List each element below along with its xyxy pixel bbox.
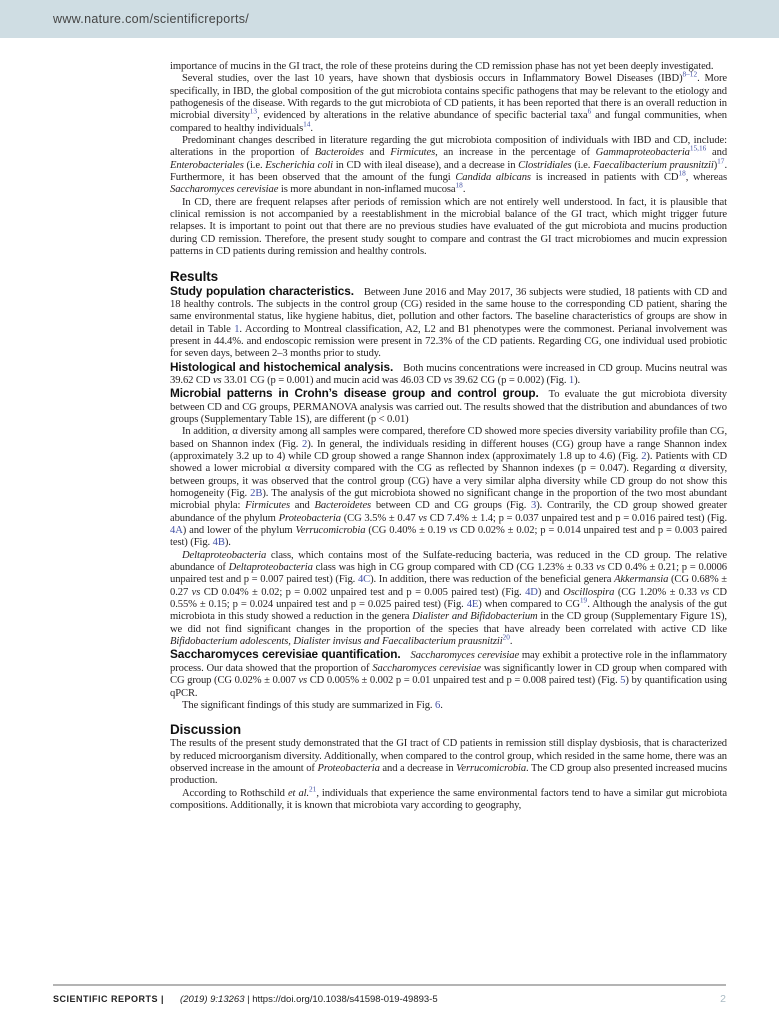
- reference-link[interactable]: 14: [303, 119, 311, 129]
- paragraph-text: Both mucins concentrations were increased in CD group. Mucins neutral was 39.62 CD vs 33.01 CG (p = 0.001) and mucin acid was 46.03 CD vs 39.62 CG (p = 0.002) (Fig. 1).: [170, 362, 727, 386]
- paragraph-text: Between June 2016 and May 2017, 36 subjects were studied, 18 patients with CD and 18 healthy controls. The subjects in the control group (CG) resided in the same house to the corresponding CD patient, sharing the same environmental status, like hygiene habitus, diet, pollution and other factors. The baseline characteristics of groups are show in detail in Table 1. According to Montreal classification, A2, L2 and B1 phenotypes were the commonest. Perianal involvement was present in 44.4%. and endoscopic remission were present in 72.3% of the CD patients. Regarding CG, one individual used probiotic for seven days, between 2–3 months prior to study.: [170, 286, 728, 360]
- italic-text: Bifidobacterium adolescents, Dialister invisus and Faecalibacterium prausnitzii: [170, 636, 503, 648]
- reference-link[interactable]: 21: [309, 784, 317, 794]
- figure-link[interactable]: 4B: [212, 537, 225, 549]
- reference-link[interactable]: 18: [678, 168, 686, 178]
- italic-text: Deltaproteobacteria: [182, 549, 267, 561]
- reference-link[interactable]: 6: [587, 106, 592, 116]
- italic-text: Escherichia coli: [265, 159, 333, 171]
- italic-text: Verrucomicrobia: [295, 525, 366, 537]
- page-footer: [53, 993, 726, 1005]
- italic-text: Proteobacteria: [317, 762, 380, 774]
- figure-link[interactable]: 4C: [357, 574, 371, 586]
- italic-text: Faecalibacterium prausnitzii: [593, 159, 714, 171]
- reference-link[interactable]: 18: [455, 180, 463, 190]
- reference-link[interactable]: 17: [717, 156, 725, 166]
- italic-text: Firmicutes: [245, 500, 290, 512]
- italic-text: Akkermansia: [614, 574, 669, 586]
- italic-text: Saccharomyces cerevisiae: [170, 184, 279, 196]
- paragraph: The results of the present study demonstrated that the GI tract of CD patients in remission still display dysbiosis, that is characterized by reduced microorganism diversity. Additionally, when compared to the control group, which resided in the same home, there was an observed increase in the amount of Proteobacteria and a decrease in Verrucomicrobia. The CD group also presented increased mucins production.: [170, 738, 727, 787]
- italic-text: vs: [700, 586, 709, 598]
- paragraph: Predominant changes described in literature regarding the gut microbiota composition of individuals with IBD and CD, include: alterations in the proportion of Bacteroides and Firmicutes, an increase in the percentage of Gammaproteobacteria$^{15,16}$ and Enterobacteriales (i.e. Escherichia coli in CD with ileal disease), and a decrease in Clostridiales (i.e. Faecalibacterium prausnitzii)$^{17}$. Furthermore, it has been observed that the amount of the fungi Candida albicans is increased in patients with CD$^{18}$, whereas Saccharomyces cerevisiae is more abundant in non-inflamed mucosa$^{18}$.: [170, 135, 728, 196]
- figure-link[interactable]: 3: [531, 500, 537, 512]
- section-heading-discussion: Discussion: [170, 722, 242, 738]
- reference-link[interactable]: 13: [249, 106, 258, 116]
- journal-url: www.nature.com/scientificreports/: [53, 12, 250, 26]
- figure-link[interactable]: 2: [302, 438, 308, 450]
- reference-link[interactable]: 19: [579, 595, 588, 605]
- italic-text: vs: [298, 675, 308, 687]
- paragraph: [170, 648, 727, 699]
- journal-header-band: [0, 0, 779, 38]
- italic-text: vs: [443, 374, 453, 386]
- italic-text: Saccharomyces cerevisiae: [410, 650, 520, 662]
- article-body: [170, 61, 727, 812]
- citation-separator: |: [244, 994, 253, 1005]
- italic-text: Saccharomyces cerevisiae: [372, 662, 481, 674]
- italic-text: Clostridiales: [518, 159, 572, 171]
- paragraph: The significant findings of this study are summarized in Fig. 6.: [182, 699, 443, 711]
- figure-link[interactable]: 4D: [525, 586, 538, 598]
- paragraph: [170, 361, 727, 388]
- italic-text: Enterobacteriales: [170, 159, 244, 171]
- paragraph: According to Rothschild et al.$^{21}$, individuals that experience the same environmental factors tend to have a similar gut microbiota compositions. Additionally, it is known that microbiota vary according to geography,: [170, 784, 727, 811]
- italic-text: Dialister and Bifidobacterium: [412, 611, 538, 623]
- italic-text: vs: [596, 562, 605, 574]
- italic-text: vs: [191, 586, 201, 598]
- paragraph: In CD, there are frequent relapses after periods of remission which are not entirely well understood. In fact, it is plausible that clinical remission is not accompanied by a reestablishment in the microbial balance of the GI tract, which might trigger future relapses. It is important to point out that there are no previous studies have evaluated of the gut microbiota and mucins production during CD remission. Therefore, the present study sought to compare and contrast the GI tract microbiomes and mucin expression patterns in CD patients during remission and healthy controls.: [170, 196, 727, 258]
- italic-text: Proteobacteria: [278, 512, 341, 524]
- paragraph-text: To evaluate the gut microbiota diversity between CD and CG groups, PERMANOVA analysis was carried out. The results showed that the distribution and abundances of two groups (Supplementary Table 1S), are different (p < 0.01): [170, 389, 727, 425]
- doi-link[interactable]: https://doi.org/10.1038/s41598-019-49893-5: [252, 994, 438, 1005]
- italic-text: Bacteroides: [314, 147, 364, 159]
- paragraph: importance of mucins in the GI tract, the role of these proteins during the CD remission phase has not yet been deeply investigated.: [170, 61, 714, 72]
- italic-text: vs: [212, 374, 222, 386]
- figure-link[interactable]: 5: [620, 675, 626, 687]
- paragraph: [170, 285, 727, 361]
- italic-text: et al.: [287, 787, 310, 799]
- italic-text: vs: [448, 525, 458, 537]
- italic-text: Oscillospira: [563, 586, 615, 598]
- section-heading-results: Results: [170, 268, 219, 284]
- italic-text: Firmicutes: [390, 147, 436, 159]
- paragraph: [170, 387, 727, 426]
- paragraph: Deltaproteobacteria class, which contains most of the Sulfate-reducing bacteria, was reduced in the CD group. The relative abundance of Deltaproteobacteria class was high in CG group compared with CD (CG 1.23% ± 0.33 vs CD 0.4% ± 0.21; p = 0.0006 unpaired test and p = 0.007 paired test) (Fig. 4C). In addition, there was reduction of the beneficial genera Akkermansia (CG 0.68% ± 0.27 vs CD 0.04% ± 0.02; p = 0.002 unpaired test and p = 0.005 paired test) (Fig. 4D) and Oscillospira (CG 1.20% ± 0.33 vs CD 0.55% ± 0.15; p = 0.024 unpaired test and p = 0.025 paired test) (Fig. 4E) when compared to CG$^{19}$. Although the analysis of the gut microbiota in this study showed a reduction in the genera Dialister and Bifidobacterium in the CD group (Supplementary Figure 1S), we did not find significant changes in the proportion of the species that have already been correlated with active CD like Bifidobacterium adolescents, Dialister invisus and Faecalibacterium prausnitzii$^{20}$.: [170, 549, 727, 648]
- italic-text: Gammaproteobacteria: [595, 147, 690, 159]
- italic-text: Bacteroidetes: [314, 500, 372, 512]
- italic-text: Deltaproteobacteria: [228, 562, 313, 574]
- subsection-heading-histological: Histological and histochemical analysis.: [170, 359, 394, 374]
- figure-link[interactable]: 4A: [170, 525, 183, 537]
- italic-text: Candida albicans: [455, 172, 531, 184]
- figure-link[interactable]: 2: [641, 450, 647, 462]
- page-number: 2: [720, 993, 726, 1005]
- citation-volume: (2019) 9:13263: [180, 994, 245, 1005]
- paragraph: Several studies, over the last 10 years, have shown that dysbiosis occurs in Inflammatory Bowel Diseases (IBD)$^{8-12}$. More specifically, in IBD, the global composition of the gut microbiota contains specific pathogens that may be relevant to the etiology and pathogenesis of the disease. With regards to the gut microbiota of CD patients, it has been reported that there is an overall reduction in microbial diversity$^{13}$, evidenced by alterations in the relative abundance of specific bacterial taxa$^6$ and fungal communities, when compared to healthy individuals$^{14}$.: [170, 69, 727, 134]
- figure-link[interactable]: 2B: [250, 488, 263, 499]
- figure-link[interactable]: 1: [234, 323, 240, 335]
- subsection-heading-microbial-patterns: Microbial patterns in Crohn’s disease group and control group.: [170, 386, 539, 401]
- figure-link[interactable]: 6: [435, 699, 441, 711]
- italic-text: vs: [418, 512, 427, 524]
- reference-link[interactable]: 15,16: [689, 143, 707, 153]
- subsection-heading-study-population: Study population characteristics.: [170, 283, 354, 298]
- subsection-heading-saccharomyces: Saccharomyces cerevisiae quantification.: [170, 647, 401, 662]
- figure-link[interactable]: 4E: [466, 599, 479, 611]
- italic-text: Verrucomicrobia: [456, 762, 527, 774]
- journal-name: SCIENTIFIC REPORTS |: [53, 994, 165, 1004]
- reference-link[interactable]: 20: [502, 632, 510, 642]
- reference-link[interactable]: 8–12: [682, 69, 698, 79]
- footer-divider: [53, 984, 726, 986]
- paragraph-text: Saccharomyces cerevisiae may exhibit a protective role in the inflammatory process. Our data showed that the proportion of Saccharomyces cerevisiae was significantly lower in CD group when compared with CG group (CG 0.02% ± 0.007 vs CD 0.005% ± 0.002 p = 0.01 unpaired test and p = 0.008 paired test) (Fig. 5) by quantification using qPCR.: [170, 650, 728, 699]
- citation: [180, 994, 438, 1005]
- paragraph: In addition, α diversity among all samples were compared, therefore CD showed more species diversity variability profile than CG, based on Shannon index (Fig. 2). In general, the individuals residing in different houses (CG) group have a range Shannon index (approximately 3.2 up to 4) while CD group showed a range Shannon index (approximately 1.8 up to 4.6) (Fig. 2). Patients with CD showed a lower microbial α diversity compared with the CG as reflected by Shannon indexes (p = 0.047). Regarding α diversity, between groups, it was observed that the control group (CG) have a very similar alpha diversity while CD group do not show this homogeneity (Fig. 2B). The analysis of the gut microbiota showed no significant change in the proportion of the two most abundant microbial phyla: Firmicutes and Bacteroidetes between CD and CG groups (Fig. 3). Contrarily, the CD group showed greater abundance of the phylum Proteobacteria (CG 3.5% ± 0.47 vs CD 7.4% ± 1.4; p = 0.037 unpaired test and p = 0.016 paired test) (Fig. 4A) and lower of the phylum Verrucomicrobia (CG 0.40% ± 0.19 vs CD 0.02% ± 0.02; p = 0.014 unpaired test and p = 0.003 paired test) (Fig. 4B).: [170, 426, 728, 549]
- figure-link[interactable]: 1: [568, 374, 575, 386]
